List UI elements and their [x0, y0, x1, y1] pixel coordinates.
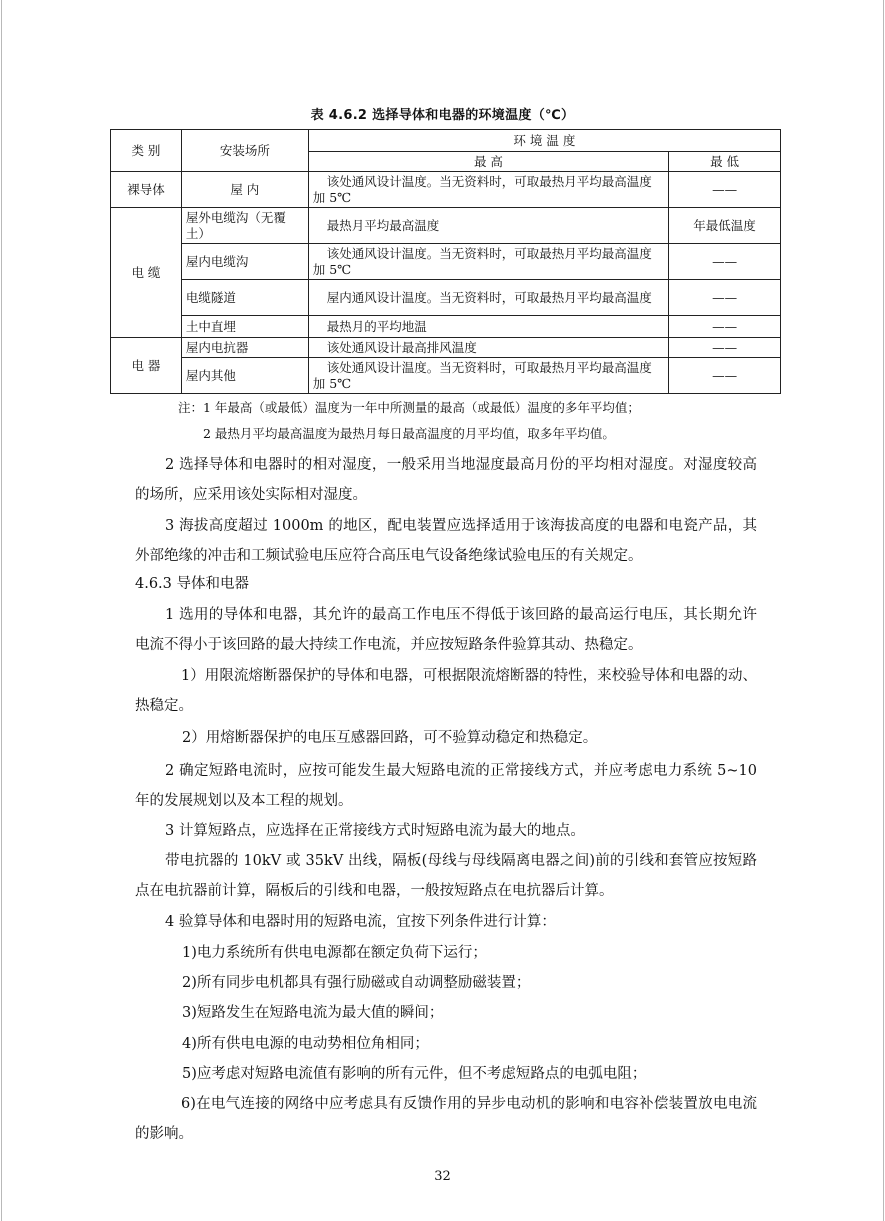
paragraph-feedback: 6)在电气连接的网络中应考虑具有反馈作用的异步电动机的影响和电容补偿装置放电电流的影响。: [135, 1096, 757, 1142]
paragraph-reactor: 带电抗器的 10kV 或 35kV 出线，隔板(母线与母线隔离电器之间)前的引线和套管应按短路点在电抗器前计算，隔板后的引线和电器，一般按短路点在电抗器后计算。: [135, 853, 757, 899]
paragraph-humidity: 2 选择导体和电器时的相对湿度，一般采用当地湿度最高月份的平均相对湿度。对湿度较高的场所，应采用该处实际相对湿度。: [135, 457, 757, 503]
location-cell: 屋 内: [181, 172, 308, 208]
section-heading: 4.6.3 导体和电器: [135, 576, 250, 592]
max-temp-cell: 该处通风设计温度。当无资料时，可取最热月平均最高温度加 5℃: [308, 358, 668, 394]
max-temp-cell: 最热月平均最高温度: [308, 208, 668, 244]
header-env-temp: 环 境 温 度: [308, 130, 780, 152]
paragraph-fuse-vt: 2）用熔断器保护的电压互感器回路，可不验算动稳定和热稳定。: [182, 730, 598, 746]
location-cell: 屋外电缆沟（无覆土）: [181, 208, 308, 244]
list-item: 1)电力系统所有供电电源都在额定负荷下运行；: [182, 945, 487, 961]
table-row: [111, 280, 781, 316]
min-temp-cell: 年最低温度: [669, 208, 781, 244]
environment-temperature-table: [110, 129, 781, 394]
location-cell: 屋内电抗器: [181, 338, 308, 358]
location-cell: 电缆隧道: [181, 280, 308, 316]
min-temp-cell: ——: [669, 338, 781, 358]
max-temp-cell: 该处通风设计温度。当无资料时，可取最热月平均最高温度加 5℃: [308, 172, 668, 208]
group-bare-conductor: 裸导体: [111, 172, 182, 208]
location-cell: 屋内电缆沟: [181, 244, 308, 280]
group-apparatus: 电 器: [111, 338, 182, 394]
paragraph-altitude: 3 海拔高度超过 1000m 的地区，配电装置应选择适用于该海拔高度的电器和电瓷产品，其外部绝缘的冲击和工频试验电压应符合高压电气设备绝缘试验电压的有关规定。: [135, 518, 757, 564]
table-note-1: 注：1 年最高（或最低）温度为一年中所测量的最高（或最低）温度的多年平均值；: [178, 400, 640, 415]
min-temp-cell: ——: [669, 358, 781, 394]
max-temp-cell: 最热月的平均地温: [308, 316, 668, 338]
header-min: 最 低: [669, 152, 781, 172]
paragraph-conductor-selection: 1 选用的导体和电器，其允许的最高工作电压不得低于该回路的最高运行电压，其长期允许电流不得小于该回路的最大持续工作电流，并应按短路条件验算其动、热稳定。: [135, 607, 757, 653]
list-item: 5)应考虑对短路电流值有影响的所有元件，但不考虑短路点的电弧电阻；: [182, 1066, 647, 1082]
paragraph-limiting-fuse: 1）用限流熔断器保护的导体和电器，可根据限流熔断器的特性，来校验导体和电器的动、热稳定。: [135, 668, 757, 714]
table-row: [111, 338, 781, 358]
table-row: [111, 208, 781, 244]
header-category: 类 别: [111, 130, 182, 172]
list-item: 4)所有供电电源的电动势相位角相同；: [182, 1036, 429, 1052]
location-cell: 屋内其他: [181, 358, 308, 394]
page-number: 32: [434, 1169, 451, 1184]
group-cable: 电 缆: [111, 208, 182, 338]
location-cell: 土中直埋: [181, 316, 308, 338]
header-max: 最 高: [308, 152, 668, 172]
paragraph-calc-point: 3 计算短路点，应选择在正常接线方式时短路电流为最大的地点。: [165, 823, 585, 839]
list-item: 2)所有同步电机都具有强行励磁或自动调整励磁装置；: [182, 975, 531, 991]
max-temp-cell: 该处通风设计温度。当无资料时，可取最热月平均最高温度加 5℃: [308, 244, 668, 280]
table-row: [111, 316, 781, 338]
min-temp-cell: ——: [669, 280, 781, 316]
table-row: [111, 244, 781, 280]
table-header-row: [111, 130, 781, 152]
max-temp-cell: 屋内通风设计温度。当无资料时，可取最热月平均最高温度: [308, 280, 668, 316]
page-border-left: [1, 0, 2, 1221]
table-row: [111, 172, 781, 208]
min-temp-cell: ——: [669, 316, 781, 338]
min-temp-cell: ——: [669, 172, 781, 208]
paragraph-short-circuit: 2 确定短路电流时，应按可能发生最大短路电流的正常接线方式，并应考虑电力系统 5~10 年的发展规划以及本工程的规划。: [135, 763, 757, 809]
list-item: 3)短路发生在短路电流为最大值的瞬间；: [182, 1005, 444, 1021]
paragraph-verification: 4 验算导体和电器时用的短路电流，宜按下列条件进行计算：: [165, 914, 556, 930]
page-border-right: [883, 0, 884, 1221]
table-note-2: 2 最热月平均最高温度为最热月每日最高温度的月平均值，取多年平均值。: [203, 426, 615, 441]
header-location: 安装场所: [181, 130, 308, 172]
min-temp-cell: ——: [669, 244, 781, 280]
table-row: [111, 358, 781, 394]
table-caption: 表 4.6.2 选择导体和电器的环境温度（℃）: [310, 108, 575, 123]
max-temp-cell: 该处通风设计最高排风温度: [308, 338, 668, 358]
